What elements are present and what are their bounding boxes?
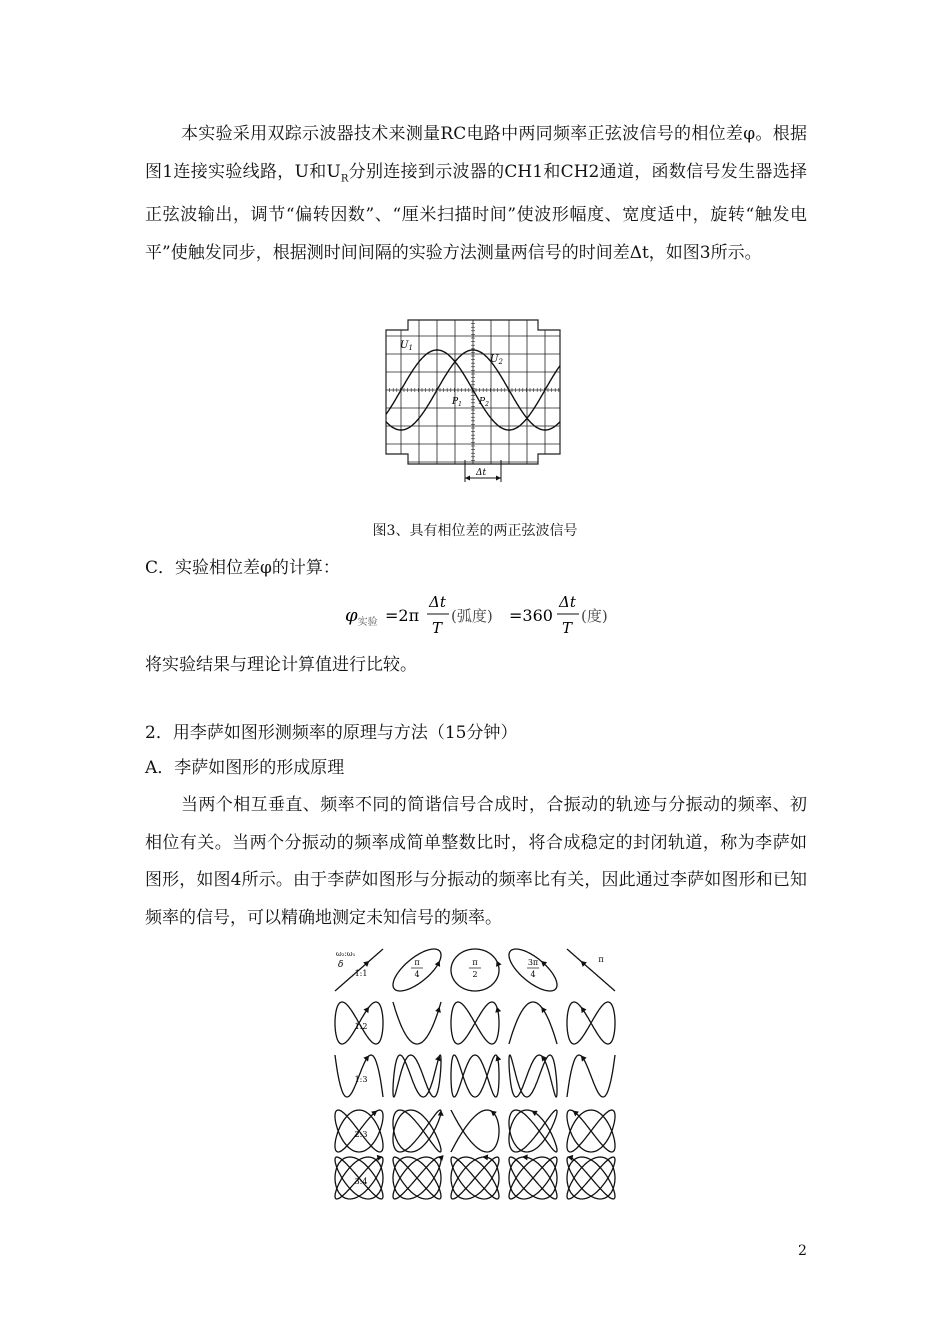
ratio-label: 2:3 — [354, 1130, 368, 1139]
compare-sentence: 将实验结果与理论计算值进行比较。 — [145, 655, 417, 675]
lissajous-curve — [451, 1110, 499, 1152]
lissajous-curve — [451, 1157, 499, 1199]
lissajous-curve — [567, 1055, 615, 1097]
direction-arrow — [378, 1156, 382, 1160]
lissajous-curve — [567, 1110, 615, 1152]
lissajous-curve — [509, 1002, 557, 1044]
lissajous-curve — [509, 1055, 557, 1097]
figure-4-lissajous — [332, 942, 620, 1202]
lissajous-curve — [451, 1055, 499, 1097]
figure-3-oscilloscope — [378, 318, 568, 486]
direction-arrow — [496, 1008, 500, 1012]
label-p2: $P_2$ — [479, 397, 489, 408]
direction-arrow — [523, 1155, 527, 1159]
figure-3-caption: 图3、具有相位差的两正弦波信号 — [372, 523, 578, 539]
lissajous-curve — [567, 1157, 615, 1199]
direction-arrow — [365, 1056, 369, 1060]
phase-label-denominator: 4 — [530, 970, 536, 979]
header-ratio: ω₂:ω₁ — [336, 950, 356, 958]
formula-den2: T — [562, 619, 573, 637]
formula-unit1: (弧度) — [451, 607, 493, 625]
direction-arrow — [439, 1111, 443, 1115]
direction-arrow — [436, 1056, 440, 1060]
ratio-label: 1:1 — [354, 969, 368, 978]
lissajous-curve — [567, 1002, 615, 1044]
ratio-label: 3:4 — [354, 1177, 368, 1186]
phase-label-denominator: 2 — [472, 970, 478, 979]
paragraph-lissajous: 当两个相互垂直、频率不同的简谐信号合成时，合振动的轨迹与分振动的频率、初相位有关。当两个分振动的频率成简单整数比时，将合成稳定的封闭轨道，称为李萨如图形，如图4所示。由于李萨如图形与分振动的频率比有关，因此通过李萨如图形和已知频率的信号，可以精确地测定未知信号的频率。 — [145, 795, 807, 928]
formula-eq1: =2π — [385, 606, 420, 625]
phase-label: π — [472, 958, 478, 967]
label-u1: $U_1$ — [400, 340, 413, 352]
formula-num2: Δt — [559, 593, 576, 611]
section-c-heading: C．实验相位差φ的计算： — [145, 558, 340, 578]
phase-label: π — [598, 955, 604, 964]
oscilloscope-grid — [386, 320, 560, 464]
lissajous-curve — [567, 949, 615, 991]
formula-den1: T — [432, 619, 443, 637]
lissajous-curve — [509, 1110, 557, 1152]
direction-arrow — [439, 1156, 443, 1160]
paragraph-phase-measurement: 本实验采用双踪示波器技术来测量RC电路中两同频率正弦波信号的相位差φ。根据图1连接实验线路，U和$U_R$分别连接到示波器的CH1和CH2通道，函数信号发生器选择正弦波输出，调节“偏转因数”、“厘米扫描时间”使波形幅度、宽度适中，旋转“触发电平”使触发同步，根据测时间间隔的实验方法测量两信号的时间差Δt，如图3所示。 — [145, 124, 807, 263]
lissajous-curve — [451, 1002, 499, 1044]
section-2-heading: 2．用李萨如图形测频率的原理与方法（15分钟） — [145, 723, 518, 743]
lissajous-curve — [393, 1055, 441, 1097]
section-a-heading: A．李萨如图形的形成原理 — [145, 758, 345, 778]
direction-arrow — [436, 1008, 440, 1012]
phase-label: 3π — [527, 958, 539, 967]
direction-arrow — [484, 1155, 488, 1159]
phase-label: π — [414, 958, 420, 967]
direction-arrow — [497, 962, 501, 966]
label-dt: Δt — [476, 468, 487, 478]
lissajous-curve — [393, 1002, 441, 1044]
ratio-label: 1:3 — [354, 1075, 368, 1084]
lissajous-curve — [393, 1157, 441, 1199]
lissajous-curve — [393, 1110, 441, 1152]
formula-phi: $\varphi_{实验}$ — [345, 605, 378, 628]
formula-num1: Δt — [429, 593, 446, 611]
label-p1: $P_1$ — [452, 397, 462, 408]
page-number: 2 — [798, 1243, 807, 1259]
formula-eq2: =360 — [509, 606, 553, 625]
direction-arrow — [582, 1056, 586, 1060]
label-u2: $U_2$ — [490, 354, 503, 366]
header-delta: δ — [338, 960, 344, 970]
formula-unit2: (度) — [581, 607, 608, 625]
direction-arrow — [569, 1156, 573, 1160]
direction-arrow — [533, 1111, 537, 1114]
direction-arrow — [496, 1056, 500, 1060]
direction-arrow — [436, 962, 439, 966]
phase-label-denominator: 4 — [414, 970, 420, 979]
ratio-label: 1:2 — [354, 1022, 368, 1031]
phase-formula — [345, 588, 635, 644]
lissajous-curve — [509, 1157, 557, 1199]
